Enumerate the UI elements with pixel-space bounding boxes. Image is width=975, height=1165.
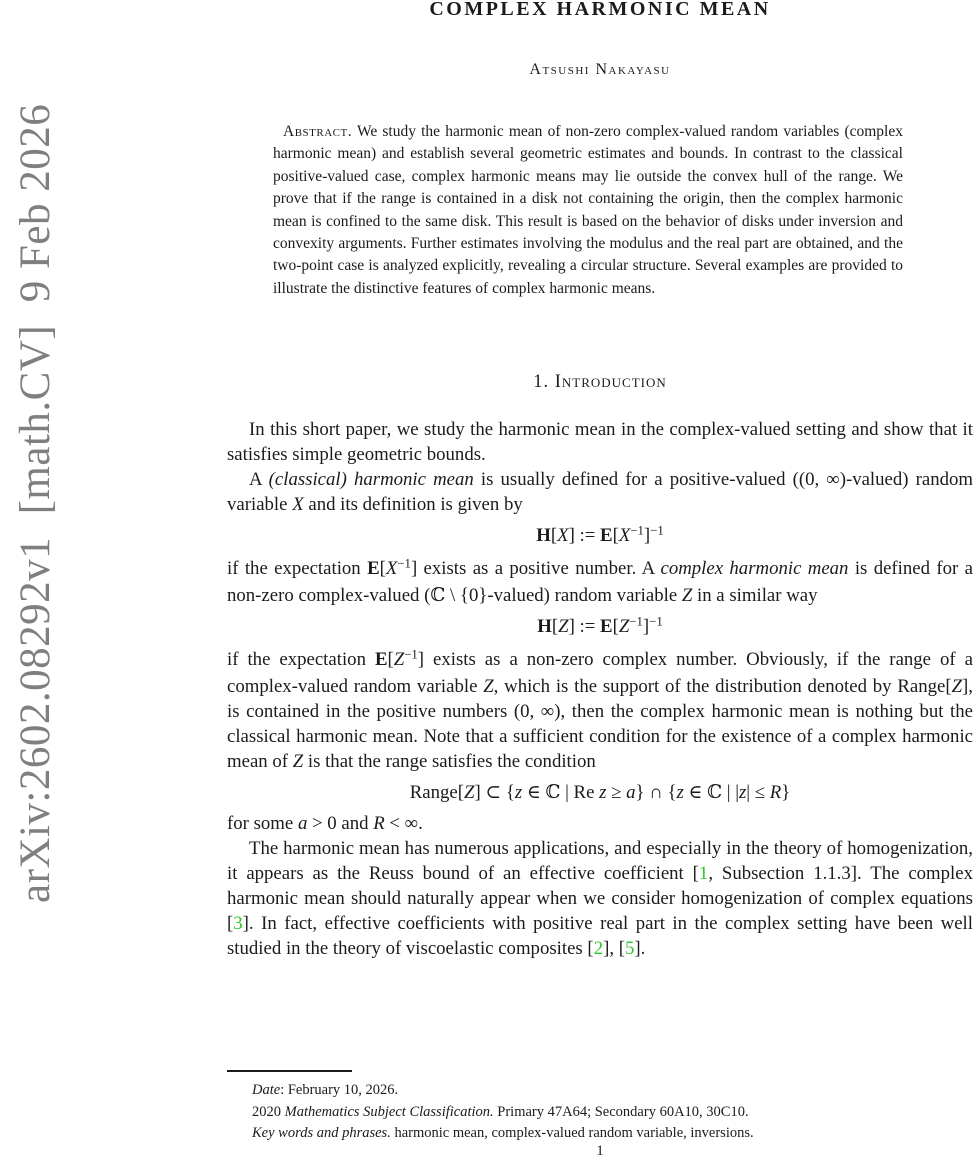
footnote-date: Date: February 10, 2026. — [252, 1082, 399, 1098]
paragraph-existence-condition: if the expectation E[Z−1] exists as a non-zero complex number. Obviously, if the range of a complex-valued random variable Z, which is the support of the distribution denoted by Range[Z], is contained in the positive numbers (0, ∞), then the complex harmonic mean is nothing but the classical harmonic mean. Note that a sufficient condition for the existence of a complex harmonic mean of Z is that the range satisfies the condition — [227, 647, 973, 773]
display-equation-harmonic-mean-z: H[Z] := E[Z−1]−1 — [537, 614, 663, 638]
citation-link[interactable]: 1 — [698, 863, 709, 885]
abstract-label: Abstract. — [283, 123, 353, 140]
citation-link[interactable]: 2 — [593, 938, 604, 960]
display-equation-harmonic-mean-x: H[X] := E[X−1]−1 — [536, 523, 664, 547]
abstract-text: We study the harmonic mean of non-zero complex-valued random variables (complex harmonic mean) and establish several geometric estimates and bounds. In contrast to the classical positive-valued case, complex harmonic means may lie outside the convex hull of the range. We prove that if the range is contained in a disk not containing the origin, then the complex harmonic mean is confined to the same disk. This result is based on the behavior of disks under inversion and convexity arguments. Further estimates involving the modulus and the real part are obtained, and the two-point case is analyzed explicitly, revealing a circular structure. Several examples are provided to illustrate the distinctive features of complex harmonic means. — [273, 123, 903, 297]
page-number: 1 — [596, 1143, 604, 1159]
footnote-block — [227, 1070, 973, 1145]
abstract — [273, 121, 903, 300]
introduction-body — [227, 417, 973, 961]
footnote-msc: 2020 Mathematics Subject Classification. Primary 47A64; Secondary 60A10, 30C10. — [252, 1103, 749, 1120]
section-heading-introduction: 1. Introduction — [533, 372, 667, 393]
paragraph-for-some: for some a > 0 and R < ∞. — [227, 813, 423, 835]
paragraph-applications: The harmonic mean has numerous applications, and especially in the theory of homogenization, it appears as the Reuss bound of an effective coefficient [1, Subsection 1.1.3]. The complex harmonic mean should naturally appear when we consider homogenization of complex equations [3]. In fact, effective coefficients with positive real part in the complex setting have been well studied in the theory of viscoelastic composites [2], [5]. — [227, 838, 973, 960]
footnote-keywords: Key words and phrases. harmonic mean, complex-valued random variable, inversions. — [252, 1125, 754, 1141]
display-equation-range-condition: Range[Z] ⊂ {z ∈ ℂ | Re z ≥ a} ∩ {z ∈ ℂ | |z| ≤ R} — [409, 782, 791, 804]
footnote-rule — [227, 1070, 352, 1072]
paper-title: COMPLEX HARMONIC MEAN — [429, 0, 771, 20]
paragraph-classical-harmonic-mean: A (classical) harmonic mean is usually defined for a positive-valued ((0, ∞)-valued) random variable X and its definition is given by — [227, 469, 974, 516]
citation-link[interactable]: 3 — [233, 913, 243, 935]
paragraph-complex-harmonic-mean: if the expectation E[X−1] exists as a positive number. A complex harmonic mean is defined for a non-zero complex-valued (ℂ \ {0}-valued) random variable Z in a similar way — [227, 556, 973, 607]
paper-author: Atsushi Nakayasu — [529, 61, 671, 78]
citation-link[interactable]: 5 — [624, 938, 635, 960]
paper-content — [227, 0, 973, 961]
arxiv-watermark: arXiv:2602.08292v1 [math.CV] 9 Feb 2026 — [12, 103, 59, 903]
paragraph-intro-1: In this short paper, we study the harmonic mean in the complex-valued setting and show that it satisfies simple geometric bounds. — [227, 419, 973, 466]
